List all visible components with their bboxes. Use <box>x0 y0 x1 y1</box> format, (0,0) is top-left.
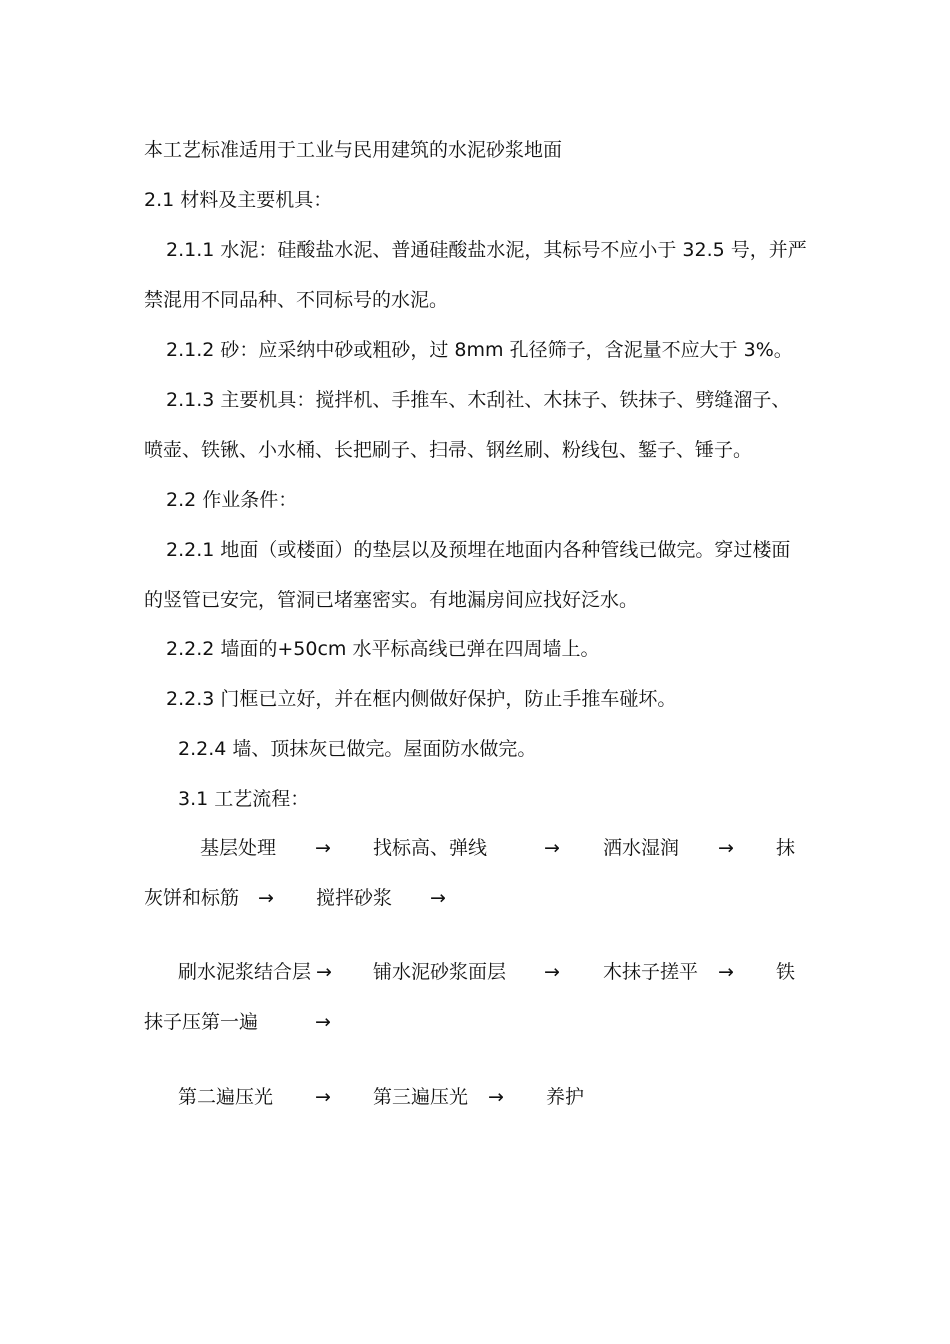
item-2-1-3-line1: 2.1.3 主要机具：搅拌机、手推车、木刮社、木抹子、铁抹子、劈缝溜子、 <box>166 389 791 411</box>
flow-arrow: → <box>315 1086 331 1108</box>
section-2-1-heading: 2.1 材料及主要机具： <box>144 189 333 211</box>
flow-arrow: → <box>315 837 331 859</box>
flow-step-wetting: 洒水湿润 <box>603 837 680 859</box>
flow-step-base-treatment: 基层处理 <box>200 837 277 859</box>
flow-arrow: → <box>315 1011 331 1033</box>
flow-step-lay-surface: 铺水泥砂浆面层 <box>373 961 507 983</box>
flow-step-third-trowel: 第三遍压光 <box>373 1086 469 1108</box>
flow-step-wood-float: 木抹子搓平 <box>603 961 699 983</box>
flow-arrow: → <box>718 837 734 859</box>
flow-step-guide-strips: 灰饼和标筋 <box>144 887 240 909</box>
item-2-2-1-line1: 2.2.1 地面（或楼面）的垫层以及预埋在地面内各种管线已做完。穿过楼面 <box>166 539 791 561</box>
intro-text: 本工艺标准适用于工业与民用建筑的水泥砂浆地面 <box>144 139 563 161</box>
item-2-2-1-line2: 的竖管已安完，管洞已堵塞密实。有地漏房间应找好泛水。 <box>144 589 639 611</box>
flow-step-curing: 养护 <box>546 1086 585 1108</box>
flow-step-first-trowel: 抹子压第一遍 <box>144 1011 259 1033</box>
flow-arrow: → <box>430 887 446 909</box>
item-2-1-1-line2: 禁混用不同品种、不同标号的水泥。 <box>144 289 449 311</box>
flow-arrow: → <box>316 961 332 983</box>
flow-step-partial: 铁 <box>776 961 796 983</box>
flow-arrow: → <box>544 837 560 859</box>
flow-step-level-marking: 找标高、弹线 <box>373 837 488 859</box>
flow-arrow: → <box>718 961 734 983</box>
item-2-2-4: 2.2.4 墙、顶抹灰已做完。屋面防水做完。 <box>178 738 537 760</box>
flow-arrow: → <box>258 887 274 909</box>
item-2-1-1-line1: 2.1.1 水泥：硅酸盐水泥、普通硅酸盐水泥，其标号不应小于 32.5 号，并严 <box>166 239 807 261</box>
item-2-2-3: 2.2.3 门框已立好，并在框内侧做好保护，防止手推车碰坏。 <box>166 688 677 710</box>
item-2-1-3-line2: 喷壶、铁锹、小水桶、长把刷子、扫帚、钢丝刷、粉线包、錾子、锤子。 <box>144 439 753 461</box>
flow-step-second-trowel: 第二遍压光 <box>178 1086 274 1108</box>
item-2-1-2: 2.1.2 砂：应采纳中砂或粗砂，过 8mm 孔径筛子，含泥量不应大于 3%。 <box>166 339 793 361</box>
section-3-1-heading: 3.1 工艺流程： <box>178 788 310 810</box>
flow-step-mix-mortar: 搅拌砂浆 <box>316 887 393 909</box>
flow-step-partial: 抹 <box>776 837 796 859</box>
flow-arrow: → <box>544 961 560 983</box>
flow-arrow: → <box>488 1086 504 1108</box>
section-2-2-heading: 2.2 作业条件： <box>166 489 298 511</box>
flow-step-bond-coat: 刷水泥浆结合层 <box>178 961 312 983</box>
item-2-2-2: 2.2.2 墙面的+50cm 水平标高线已弹在四周墙上。 <box>166 638 600 660</box>
